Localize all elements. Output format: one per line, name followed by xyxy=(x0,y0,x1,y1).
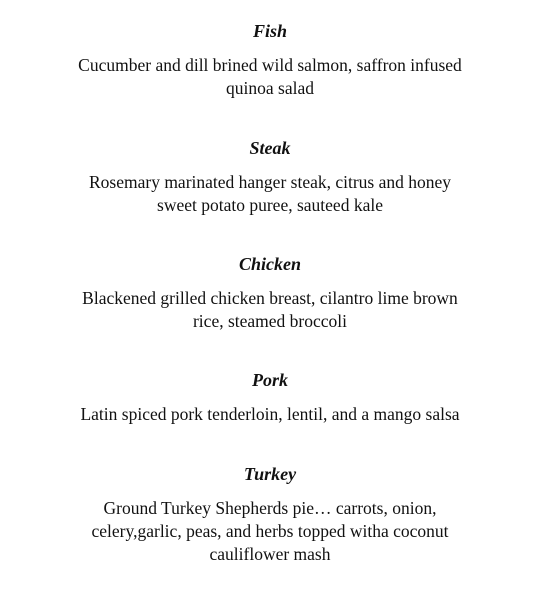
section-description-turkey xyxy=(20,497,520,566)
description-line: cauliflower mash xyxy=(209,544,331,564)
description-line: celery,garlic, peas, and herbs topped witha coconut xyxy=(91,521,449,541)
section-description-chicken xyxy=(20,287,520,333)
menu-section-chicken xyxy=(20,253,520,333)
description-line: rice, steamed broccoli xyxy=(192,311,348,331)
section-title-chicken: Chicken xyxy=(238,254,301,274)
section-description-pork xyxy=(20,403,520,426)
section-title-fish: Fish xyxy=(252,21,288,41)
description-line: Cucumber and dill brined wild salmon, saffron infused xyxy=(78,55,462,75)
description-line: Latin spiced pork tenderloin, lentil, and a mango salsa xyxy=(80,404,460,424)
section-title-pork: Pork xyxy=(252,370,288,390)
description-line: sweet potato puree, sauteed kale xyxy=(157,195,383,215)
menu-section-turkey xyxy=(20,463,520,566)
description-line: quinoa salad xyxy=(226,78,314,98)
section-description-steak xyxy=(20,171,520,217)
section-title-steak: Steak xyxy=(249,138,291,158)
section-title-turkey: Turkey xyxy=(243,464,297,484)
description-line: Blackened grilled chicken breast, cilantro lime brown xyxy=(82,288,458,308)
menu-section-steak xyxy=(20,137,520,217)
menu-section-pork xyxy=(20,369,520,426)
description-line: Rosemary marinated hanger steak, citrus and honey xyxy=(88,172,452,192)
section-description-fish xyxy=(20,54,520,100)
menu-section-fish xyxy=(20,20,520,100)
description-line: Ground Turkey Shepherds pie… carrots, onion, xyxy=(103,498,437,518)
